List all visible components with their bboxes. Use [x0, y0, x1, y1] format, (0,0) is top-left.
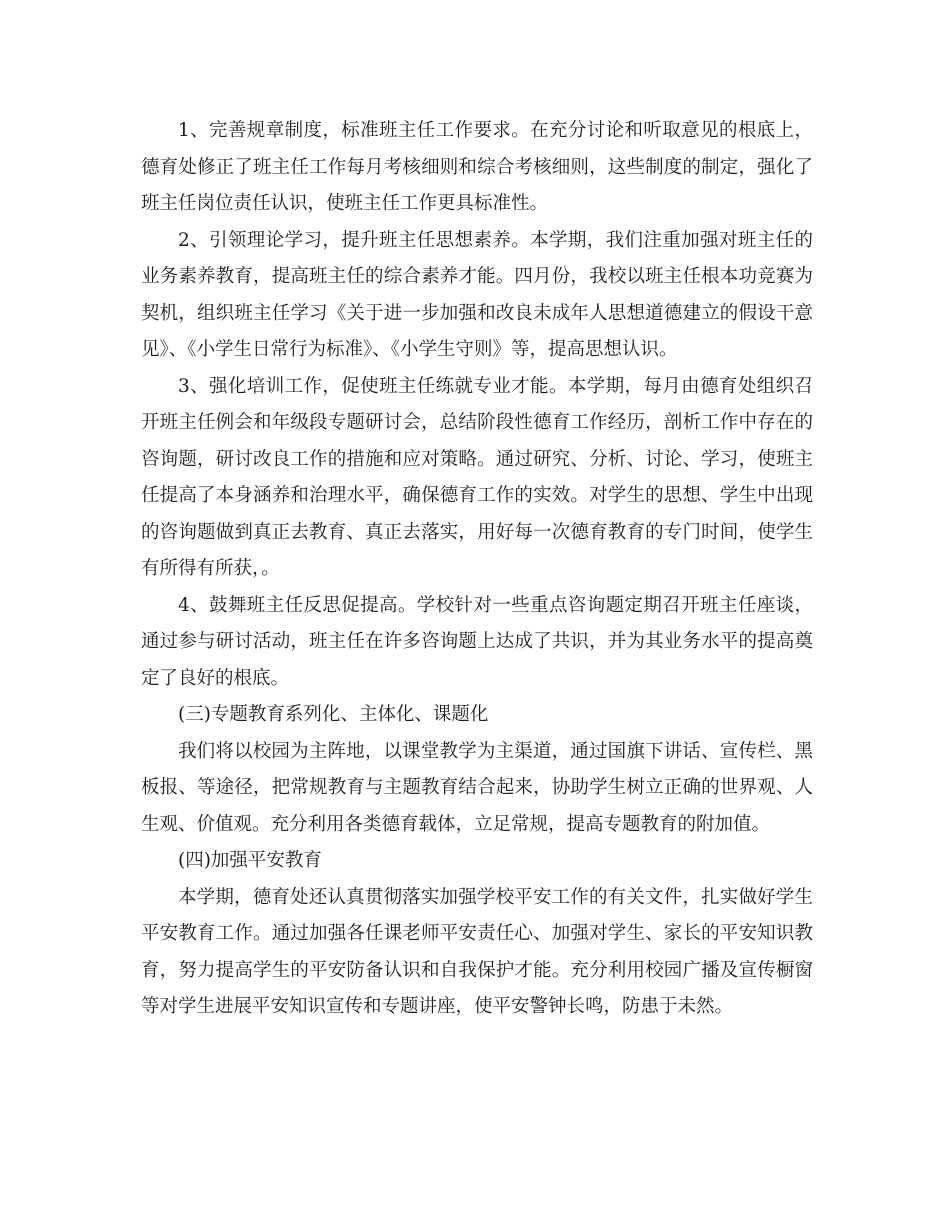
- paragraph-reflection: 4、鼓舞班主任反思促提高。学校针对一些重点咨询题定期召开班主任座谈，通过参与研讨活动，班主任在许多咨询题上达成了共识，并为其业务水平的提高奠定了良好的根底。: [141, 594, 813, 689]
- paragraph-topic-education: 我们将以校园为主阵地，以课堂教学为主渠道，通过国旗下讲话、宣传栏、黑板报、等途径，把常规教育与主题教育结合起来，协助学生树立正确的世界观、人生观、价值观。充分利用各类德育载体，立足常规，提高专题教育的附加值。: [141, 740, 813, 835]
- document-body: [141, 113, 813, 1026]
- section-heading-safety-education: (四)加强平安教育: [178, 850, 322, 871]
- section-heading-topic-education: (三)专题教育系列化、主体化、课题化: [178, 704, 489, 725]
- paragraph-training-work: 3、强化培训工作，促使班主任练就专业才能。本学期，每月由德育处组织召开班主任例会和年级段专题研讨会，总结阶段性德育工作经历，剖析工作中存在的咨询题，研讨改良工作的措施和应对策略。通过研究、分析、讨论、学习，使班主任提高了本身涵养和治理水平，确保德育工作的实效。对学生的思想、学生中出现的咨询题做到真正去教育、真正去落实，用好每一次德育教育的专门时间，使学生有所得有所获，。: [141, 375, 813, 579]
- paragraph-safety-education: 本学期，德育处还认真贯彻落实加强学校平安工作的有关文件，扎实做好学生平安教育工作。通过加强各任课老师平安责任心、加强对学生、家长的平安知识教育，努力提高学生的平安防备认识和自我保护才能。充分利用校园广播及宣传橱窗等对学生进展平安知识宣传和专题讲座，使平安警钟长鸣，防患于未然。: [141, 886, 813, 1017]
- paragraph-theory-study: 2、引领理论学习，提升班主任思想素养。本学期，我们注重加强对班主任的业务素养教育，提高班主任的综合素养才能。四月份，我校以班主任根本功竞赛为契机，组织班主任学习《关于进一步加强和改良未成年人思想道德建立的假设干意见》、《小学生日常行为标准》、《小学生守则》等，提高思想认识。: [141, 229, 813, 360]
- paragraph-rules-system: 1、完善规章制度，标准班主任工作要求。在充分讨论和听取意见的根底上，德育处修正了班主任工作每月考核细则和综合考核细则，这些制度的制定，强化了班主任岗位责任认识，使班主任工作更具标准性。: [141, 120, 813, 214]
